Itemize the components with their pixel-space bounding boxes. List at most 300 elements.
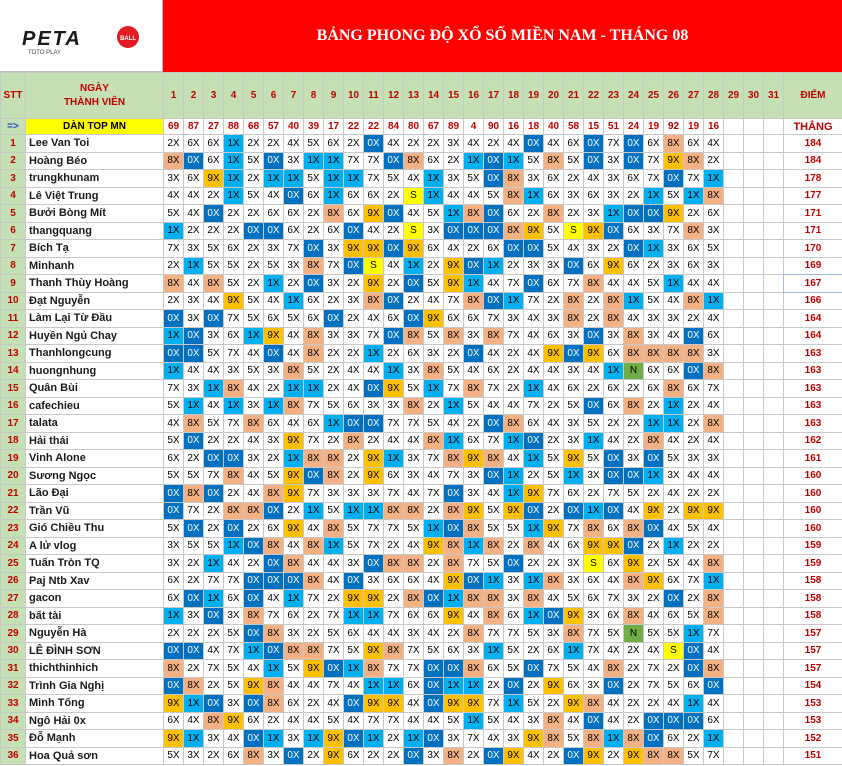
- day-cell[interactable]: 5X: [224, 677, 244, 695]
- day-cell[interactable]: 9X: [464, 695, 484, 713]
- day-cell[interactable]: 6X: [384, 467, 404, 485]
- day-cell[interactable]: 2X: [384, 590, 404, 608]
- day-cell[interactable]: 1X: [684, 187, 704, 205]
- day-cell[interactable]: 4X: [524, 747, 544, 765]
- day-cell[interactable]: 7X: [324, 677, 344, 695]
- day-cell[interactable]: 4X: [564, 240, 584, 258]
- day-cell[interactable]: 2X: [304, 607, 324, 625]
- day-cell[interactable]: 8X: [364, 292, 384, 310]
- day-cell[interactable]: 8X: [624, 607, 644, 625]
- day-cell[interactable]: 5X: [644, 292, 664, 310]
- day-cell[interactable]: 2X: [604, 415, 624, 433]
- day-cell[interactable]: 0X: [484, 152, 504, 170]
- day-cell[interactable]: 1X: [604, 362, 624, 380]
- empty-cell[interactable]: [764, 625, 784, 643]
- day-cell[interactable]: 3X: [164, 555, 184, 573]
- day-cell[interactable]: 7X: [484, 432, 504, 450]
- day-cell[interactable]: 7X: [164, 240, 184, 258]
- empty-cell[interactable]: [724, 415, 744, 433]
- day-cell[interactable]: 6X: [584, 257, 604, 275]
- day-cell[interactable]: 9X: [684, 502, 704, 520]
- day-cell[interactable]: 6X: [284, 222, 304, 240]
- day-cell[interactable]: 6X: [384, 310, 404, 328]
- day-cell[interactable]: 5X: [664, 555, 684, 573]
- day-cell[interactable]: 8X: [624, 397, 644, 415]
- day-cell[interactable]: 4X: [404, 485, 424, 503]
- day-cell[interactable]: 2X: [204, 520, 224, 538]
- day-cell[interactable]: 4X: [604, 275, 624, 293]
- empty-cell[interactable]: [764, 467, 784, 485]
- day-cell[interactable]: 4X: [404, 537, 424, 555]
- day-cell[interactable]: 4X: [244, 432, 264, 450]
- day-cell[interactable]: 4X: [244, 345, 264, 363]
- day-cell[interactable]: S: [404, 187, 424, 205]
- day-cell[interactable]: 0X: [244, 590, 264, 608]
- day-cell[interactable]: 2X: [624, 432, 644, 450]
- day-cell[interactable]: 1X: [344, 502, 364, 520]
- day-cell[interactable]: 9X: [564, 607, 584, 625]
- day-cell[interactable]: 3X: [264, 432, 284, 450]
- day-cell[interactable]: 4X: [304, 712, 324, 730]
- day-cell[interactable]: 8X: [504, 415, 524, 433]
- empty-cell[interactable]: [764, 362, 784, 380]
- day-cell[interactable]: 6X: [584, 590, 604, 608]
- day-cell[interactable]: 1X: [704, 170, 724, 188]
- day-cell[interactable]: 1X: [444, 677, 464, 695]
- day-cell[interactable]: 3X: [184, 747, 204, 765]
- day-cell[interactable]: 0X: [184, 345, 204, 363]
- score-cell[interactable]: 160: [784, 520, 842, 538]
- day-cell[interactable]: 8X: [484, 327, 504, 345]
- day-cell[interactable]: 8X: [524, 590, 544, 608]
- day-cell[interactable]: 8X: [564, 292, 584, 310]
- day-cell[interactable]: 0X: [324, 660, 344, 678]
- day-cell[interactable]: 6X: [604, 380, 624, 398]
- day-cell[interactable]: 8X: [464, 380, 484, 398]
- day-cell[interactable]: 6X: [544, 275, 564, 293]
- empty-cell[interactable]: [744, 520, 764, 538]
- day-cell[interactable]: 0X: [364, 555, 384, 573]
- day-cell[interactable]: 6X: [284, 607, 304, 625]
- day-cell[interactable]: 7X: [364, 712, 384, 730]
- day-cell[interactable]: 7X: [364, 170, 384, 188]
- day-cell[interactable]: 7X: [604, 485, 624, 503]
- day-cell[interactable]: 4X: [184, 275, 204, 293]
- day-cell[interactable]: 0X: [324, 310, 344, 328]
- day-cell[interactable]: 1X: [664, 275, 684, 293]
- day-cell[interactable]: 0X: [584, 397, 604, 415]
- day-cell[interactable]: 7X: [204, 467, 224, 485]
- day-cell[interactable]: 5X: [164, 747, 184, 765]
- day-cell[interactable]: 7X: [184, 502, 204, 520]
- day-cell[interactable]: 4X: [704, 520, 724, 538]
- day-cell[interactable]: 4X: [204, 292, 224, 310]
- day-cell[interactable]: 2X: [504, 345, 524, 363]
- day-cell[interactable]: 1X: [244, 642, 264, 660]
- day-cell[interactable]: 8X: [244, 607, 264, 625]
- day-cell[interactable]: 6X: [404, 607, 424, 625]
- day-cell[interactable]: 1X: [324, 152, 344, 170]
- day-cell[interactable]: 5X: [564, 660, 584, 678]
- day-cell[interactable]: 8X: [544, 205, 564, 223]
- day-cell[interactable]: 3X: [564, 555, 584, 573]
- day-cell[interactable]: 8X: [284, 397, 304, 415]
- day-cell[interactable]: 5X: [664, 187, 684, 205]
- day-cell[interactable]: 0X: [504, 555, 524, 573]
- day-cell[interactable]: 8X: [544, 572, 564, 590]
- day-cell[interactable]: 0X: [384, 327, 404, 345]
- day-cell[interactable]: 9X: [644, 502, 664, 520]
- day-cell[interactable]: 1X: [404, 257, 424, 275]
- day-cell[interactable]: 6X: [564, 537, 584, 555]
- day-cell[interactable]: 1X: [424, 187, 444, 205]
- day-cell[interactable]: 3X: [604, 170, 624, 188]
- day-cell[interactable]: 2X: [584, 310, 604, 328]
- day-cell[interactable]: 7X: [224, 572, 244, 590]
- day-cell[interactable]: 6X: [484, 240, 504, 258]
- day-cell[interactable]: 6X: [264, 415, 284, 433]
- day-cell[interactable]: 6X: [224, 240, 244, 258]
- empty-cell[interactable]: [764, 730, 784, 748]
- day-cell[interactable]: 2X: [524, 205, 544, 223]
- day-cell[interactable]: 3X: [704, 450, 724, 468]
- day-cell[interactable]: 9X: [324, 747, 344, 765]
- day-cell[interactable]: 9X: [504, 747, 524, 765]
- day-cell[interactable]: 3X: [184, 380, 204, 398]
- day-cell[interactable]: 0X: [504, 240, 524, 258]
- day-cell[interactable]: 0X: [164, 485, 184, 503]
- day-cell[interactable]: 0X: [624, 205, 644, 223]
- day-cell[interactable]: 5X: [424, 642, 444, 660]
- day-cell[interactable]: 0X: [584, 135, 604, 153]
- day-cell[interactable]: 6X: [464, 310, 484, 328]
- day-cell[interactable]: 9X: [704, 502, 724, 520]
- empty-cell[interactable]: [724, 520, 744, 538]
- day-cell[interactable]: 0X: [204, 695, 224, 713]
- day-cell[interactable]: 1X: [484, 257, 504, 275]
- empty-cell[interactable]: [724, 450, 744, 468]
- day-cell[interactable]: 3X: [664, 467, 684, 485]
- day-cell[interactable]: 5X: [384, 170, 404, 188]
- day-cell[interactable]: 0X: [164, 677, 184, 695]
- day-cell[interactable]: 4X: [604, 642, 624, 660]
- score-cell[interactable]: 158: [784, 590, 842, 608]
- day-cell[interactable]: 5X: [224, 660, 244, 678]
- day-cell[interactable]: 0X: [684, 712, 704, 730]
- day-cell[interactable]: 6X: [344, 747, 364, 765]
- day-cell[interactable]: 4X: [204, 397, 224, 415]
- day-cell[interactable]: 6X: [264, 205, 284, 223]
- day-cell[interactable]: 6X: [224, 327, 244, 345]
- day-cell[interactable]: 6X: [244, 712, 264, 730]
- day-cell[interactable]: 1X: [584, 502, 604, 520]
- day-cell[interactable]: 5X: [424, 205, 444, 223]
- empty-cell[interactable]: [724, 677, 744, 695]
- day-cell[interactable]: 1X: [504, 292, 524, 310]
- day-cell[interactable]: 6X: [504, 205, 524, 223]
- day-cell[interactable]: 6X: [684, 257, 704, 275]
- score-cell[interactable]: 151: [784, 747, 842, 765]
- day-cell[interactable]: 2X: [244, 257, 264, 275]
- day-cell[interactable]: 4X: [264, 292, 284, 310]
- day-cell[interactable]: 5X: [324, 502, 344, 520]
- day-cell[interactable]: 6X: [344, 397, 364, 415]
- day-cell[interactable]: 1X: [184, 730, 204, 748]
- day-cell[interactable]: 0X: [444, 222, 464, 240]
- day-cell[interactable]: 9X: [364, 205, 384, 223]
- day-cell[interactable]: 5X: [484, 502, 504, 520]
- day-cell[interactable]: 8X: [484, 537, 504, 555]
- day-cell[interactable]: 5X: [524, 625, 544, 643]
- day-cell[interactable]: 3X: [364, 397, 384, 415]
- day-cell[interactable]: 4X: [624, 502, 644, 520]
- day-cell[interactable]: 3X: [404, 467, 424, 485]
- day-cell[interactable]: 0X: [444, 520, 464, 538]
- day-cell[interactable]: 0X: [684, 362, 704, 380]
- day-cell[interactable]: 0X: [184, 327, 204, 345]
- day-cell[interactable]: 1X: [624, 292, 644, 310]
- day-cell[interactable]: 2X: [624, 187, 644, 205]
- day-cell[interactable]: 5X: [264, 257, 284, 275]
- day-cell[interactable]: 7X: [364, 520, 384, 538]
- day-cell[interactable]: 9X: [564, 450, 584, 468]
- day-cell[interactable]: 2X: [504, 257, 524, 275]
- empty-cell[interactable]: [724, 747, 744, 765]
- day-cell[interactable]: 1X: [384, 677, 404, 695]
- day-cell[interactable]: 2X: [444, 345, 464, 363]
- empty-cell[interactable]: [744, 397, 764, 415]
- day-cell[interactable]: 4X: [184, 712, 204, 730]
- day-cell[interactable]: 2X: [464, 747, 484, 765]
- day-cell[interactable]: 2X: [284, 275, 304, 293]
- day-cell[interactable]: 6X: [544, 327, 564, 345]
- day-cell[interactable]: 3X: [684, 450, 704, 468]
- day-cell[interactable]: 5X: [204, 240, 224, 258]
- day-cell[interactable]: 2X: [544, 555, 564, 573]
- score-cell[interactable]: 157: [784, 660, 842, 678]
- score-cell[interactable]: 166: [784, 292, 842, 310]
- score-cell[interactable]: 184: [784, 135, 842, 153]
- empty-cell[interactable]: [764, 555, 784, 573]
- day-cell[interactable]: 4X: [424, 292, 444, 310]
- empty-cell[interactable]: [764, 415, 784, 433]
- day-cell[interactable]: 6X: [684, 135, 704, 153]
- day-cell[interactable]: 4X: [284, 327, 304, 345]
- day-cell[interactable]: 8X: [544, 712, 564, 730]
- day-cell[interactable]: 1X: [324, 537, 344, 555]
- day-cell[interactable]: 8X: [464, 292, 484, 310]
- day-cell[interactable]: 3X: [464, 467, 484, 485]
- day-cell[interactable]: 9X: [604, 537, 624, 555]
- day-cell[interactable]: 0X: [384, 152, 404, 170]
- empty-cell[interactable]: [764, 152, 784, 170]
- day-cell[interactable]: 8X: [504, 170, 524, 188]
- day-cell[interactable]: 4X: [504, 450, 524, 468]
- day-cell[interactable]: 0X: [344, 257, 364, 275]
- day-cell[interactable]: 5X: [484, 520, 504, 538]
- day-cell[interactable]: 0X: [384, 240, 404, 258]
- day-cell[interactable]: 0X: [184, 642, 204, 660]
- day-cell[interactable]: 1X: [184, 397, 204, 415]
- day-cell[interactable]: 8X: [324, 450, 344, 468]
- day-cell[interactable]: 2X: [344, 345, 364, 363]
- day-cell[interactable]: 9X: [364, 450, 384, 468]
- day-cell[interactable]: 8X: [384, 555, 404, 573]
- empty-cell[interactable]: [744, 590, 764, 608]
- day-cell[interactable]: 3X: [464, 642, 484, 660]
- empty-cell[interactable]: [764, 712, 784, 730]
- day-cell[interactable]: 9X: [564, 695, 584, 713]
- day-cell[interactable]: 2X: [284, 502, 304, 520]
- empty-cell[interactable]: [724, 345, 744, 363]
- day-cell[interactable]: 1X: [264, 397, 284, 415]
- day-cell[interactable]: 2X: [444, 152, 464, 170]
- score-cell[interactable]: 157: [784, 642, 842, 660]
- day-cell[interactable]: 9X: [584, 345, 604, 363]
- day-cell[interactable]: 4X: [344, 712, 364, 730]
- day-cell[interactable]: 9X: [344, 240, 364, 258]
- day-cell[interactable]: 8X: [164, 152, 184, 170]
- day-cell[interactable]: 2X: [424, 555, 444, 573]
- day-cell[interactable]: 3X: [604, 187, 624, 205]
- day-cell[interactable]: 0X: [264, 345, 284, 363]
- day-cell[interactable]: 4X: [424, 625, 444, 643]
- day-cell[interactable]: 7X: [644, 660, 664, 678]
- day-cell[interactable]: 8X: [444, 502, 464, 520]
- day-cell[interactable]: 6X: [304, 415, 324, 433]
- day-cell[interactable]: 9X: [424, 537, 444, 555]
- day-cell[interactable]: 1X: [164, 362, 184, 380]
- day-cell[interactable]: 1X: [424, 380, 444, 398]
- day-cell[interactable]: 4X: [504, 397, 524, 415]
- empty-cell[interactable]: [764, 257, 784, 275]
- day-cell[interactable]: 0X: [444, 660, 464, 678]
- day-cell[interactable]: 0X: [424, 677, 444, 695]
- day-cell[interactable]: 4X: [284, 415, 304, 433]
- day-cell[interactable]: 6X: [224, 747, 244, 765]
- day-cell[interactable]: 3X: [664, 257, 684, 275]
- day-cell[interactable]: 6X: [664, 607, 684, 625]
- day-cell[interactable]: 4X: [604, 695, 624, 713]
- day-cell[interactable]: 2X: [184, 222, 204, 240]
- empty-cell[interactable]: [764, 275, 784, 293]
- day-cell[interactable]: 1X: [424, 520, 444, 538]
- day-cell[interactable]: 5X: [524, 695, 544, 713]
- day-cell[interactable]: 9X: [664, 152, 684, 170]
- day-cell[interactable]: 2X: [384, 222, 404, 240]
- day-cell[interactable]: 7X: [304, 485, 324, 503]
- day-cell[interactable]: 4X: [404, 695, 424, 713]
- day-cell[interactable]: 0X: [564, 257, 584, 275]
- day-cell[interactable]: 5X: [464, 397, 484, 415]
- day-cell[interactable]: 6X: [424, 152, 444, 170]
- day-cell[interactable]: 2X: [364, 747, 384, 765]
- day-cell[interactable]: 5X: [184, 467, 204, 485]
- day-cell[interactable]: 8X: [624, 730, 644, 748]
- day-cell[interactable]: 2X: [384, 187, 404, 205]
- day-cell[interactable]: 4X: [684, 275, 704, 293]
- day-cell[interactable]: 3X: [664, 310, 684, 328]
- empty-cell[interactable]: [764, 485, 784, 503]
- day-cell[interactable]: 3X: [244, 450, 264, 468]
- day-cell[interactable]: 5X: [684, 747, 704, 765]
- empty-cell[interactable]: [764, 310, 784, 328]
- day-cell[interactable]: 1X: [224, 170, 244, 188]
- day-cell[interactable]: 4X: [404, 712, 424, 730]
- day-cell[interactable]: 8X: [364, 660, 384, 678]
- day-cell[interactable]: 3X: [584, 677, 604, 695]
- day-cell[interactable]: 2X: [584, 380, 604, 398]
- day-cell[interactable]: 4X: [164, 415, 184, 433]
- day-cell[interactable]: 5X: [464, 170, 484, 188]
- day-cell[interactable]: 2X: [244, 520, 264, 538]
- day-cell[interactable]: 2X: [164, 135, 184, 153]
- day-cell[interactable]: 1X: [244, 327, 264, 345]
- day-cell[interactable]: 0X: [604, 677, 624, 695]
- day-cell[interactable]: 6X: [164, 450, 184, 468]
- day-cell[interactable]: 4X: [544, 537, 564, 555]
- day-cell[interactable]: 5X: [544, 240, 564, 258]
- day-cell[interactable]: 4X: [364, 222, 384, 240]
- day-cell[interactable]: 9X: [624, 555, 644, 573]
- day-cell[interactable]: 4X: [364, 362, 384, 380]
- day-cell[interactable]: 2X: [324, 380, 344, 398]
- day-cell[interactable]: 0X: [364, 135, 384, 153]
- day-cell[interactable]: 3X: [464, 485, 484, 503]
- day-cell[interactable]: 0X: [184, 520, 204, 538]
- day-cell[interactable]: 1X: [424, 170, 444, 188]
- day-cell[interactable]: 8X: [704, 415, 724, 433]
- day-cell[interactable]: 8X: [624, 572, 644, 590]
- day-cell[interactable]: 5X: [224, 275, 244, 293]
- day-cell[interactable]: 7X: [444, 292, 464, 310]
- day-cell[interactable]: 2X: [204, 677, 224, 695]
- day-cell[interactable]: 6X: [344, 625, 364, 643]
- day-cell[interactable]: 6X: [664, 572, 684, 590]
- day-cell[interactable]: 8X: [224, 467, 244, 485]
- score-cell[interactable]: 170: [784, 240, 842, 258]
- day-cell[interactable]: 8X: [344, 432, 364, 450]
- day-cell[interactable]: 1X: [264, 275, 284, 293]
- day-cell[interactable]: 3X: [184, 607, 204, 625]
- day-cell[interactable]: 7X: [484, 310, 504, 328]
- day-cell[interactable]: 9X: [584, 747, 604, 765]
- day-cell[interactable]: 2X: [544, 397, 564, 415]
- empty-cell[interactable]: [764, 677, 784, 695]
- day-cell[interactable]: 2X: [544, 695, 564, 713]
- day-cell[interactable]: 0X: [404, 747, 424, 765]
- day-cell[interactable]: 8X: [304, 257, 324, 275]
- empty-cell[interactable]: [744, 730, 764, 748]
- day-cell[interactable]: 4X: [244, 660, 264, 678]
- day-cell[interactable]: 8X: [304, 572, 324, 590]
- day-cell[interactable]: 1X: [384, 362, 404, 380]
- day-cell[interactable]: 9X: [604, 257, 624, 275]
- day-cell[interactable]: 1X: [684, 695, 704, 713]
- day-cell[interactable]: 9X: [284, 467, 304, 485]
- day-cell[interactable]: 9X: [364, 590, 384, 608]
- day-cell[interactable]: 4X: [584, 170, 604, 188]
- day-cell[interactable]: 2X: [644, 695, 664, 713]
- empty-cell[interactable]: [724, 205, 744, 223]
- day-cell[interactable]: 8X: [204, 712, 224, 730]
- day-cell[interactable]: 2X: [304, 695, 324, 713]
- day-cell[interactable]: 7X: [364, 327, 384, 345]
- day-cell[interactable]: 7X: [524, 397, 544, 415]
- day-cell[interactable]: 4X: [584, 362, 604, 380]
- day-cell[interactable]: 0X: [684, 327, 704, 345]
- day-cell[interactable]: 5X: [304, 170, 324, 188]
